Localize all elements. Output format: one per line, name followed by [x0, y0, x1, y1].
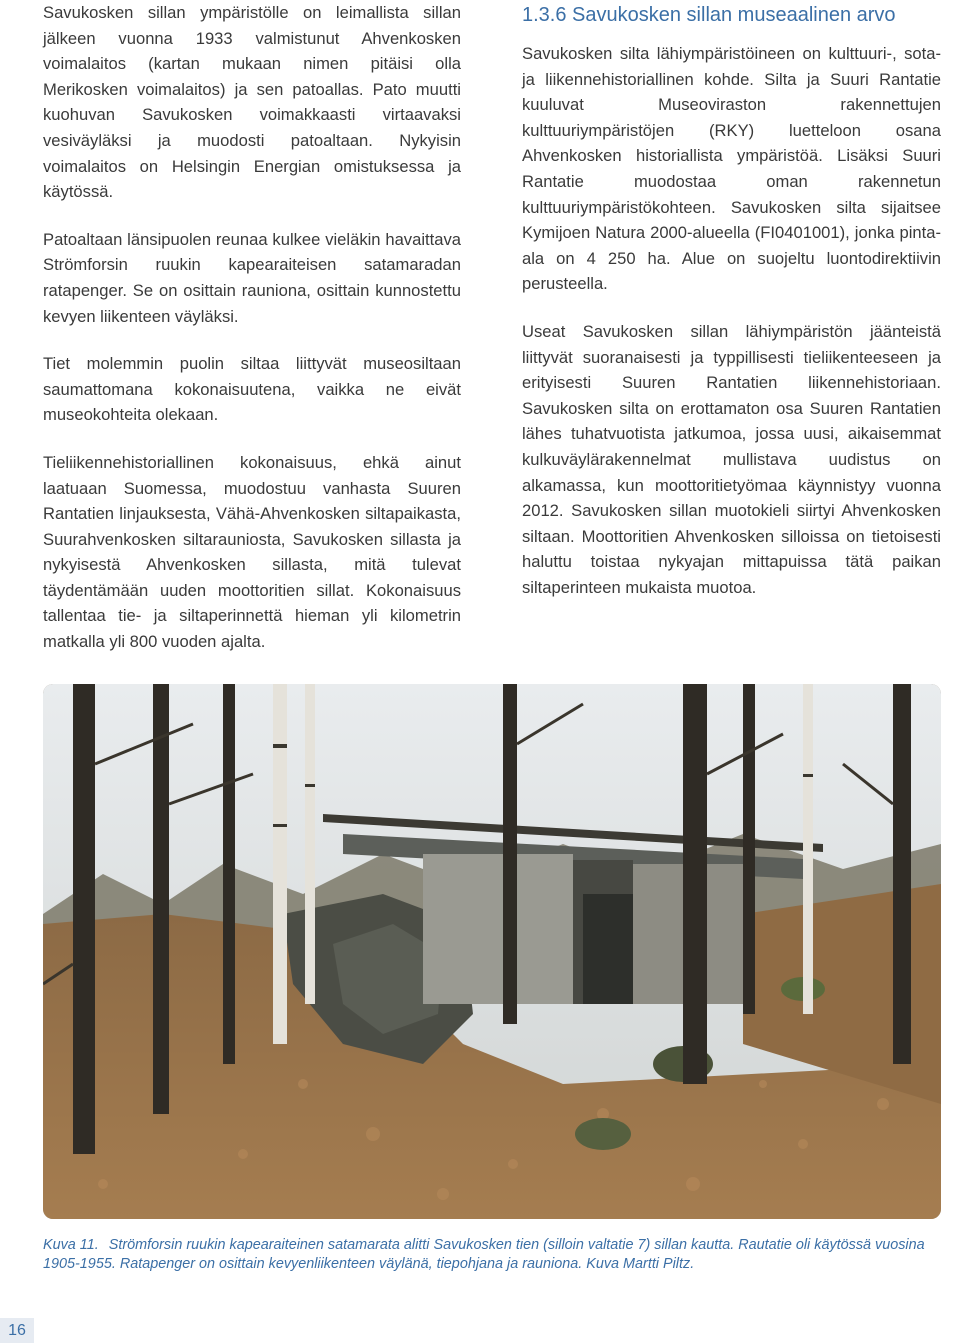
bridge-photo: [43, 684, 941, 1219]
paragraph: Savukosken sillan ympäristölle on leimallista sillan jälkeen vuonna 1933 valmistunut Ahvenkosken voimalaitos (kartan mukaan nimen pitäisi olla Merikosken voimalaitos) ja sen patoallas. Pato muutti kuohuvan Savukosken voimakkaasti virtaavaksi vesiväyläksi ja muodosti patoaltaan. Nykyisin voimalaitos on Helsingin Energian omistuksessa ja käytössä.: [43, 3, 461, 202]
paragraph: Tieliikennehistoriallinen kokonaisuus, ehkä ainut laatuaan Suomessa, muodostuu vanhasta Suuren Rantatien linjauksesta, Vähä-Ahvenkosken siltapaikasta, Suurahvenkosken siltarauniosta, Savukosken sillasta ja nykyisestä Ahvenkosken sillasta, mitä tulevat täydentämään uuden moottoritien sillat. Kokonaisuus tallentaa tie- ja siltaperinnettä hieman yli kilometrin matkalla yli 800 vuoden ajalta.: [43, 452, 461, 652]
paragraph: Patoaltaan länsipuolen reunaa kulkee vieläkin havaittava Strömforsin ruukin kapearaiteisen satamaradan ratapenger. Se on osittain rauniona, osittain kunnostettu kevyen liikenteen väyläksi.: [43, 229, 461, 326]
left-column: [43, 0, 461, 677]
paragraph: Tiet molemmin puolin siltaa liittyvät museosiltaan saumattomana kokonaisuutena, vaikka ne eivät museokohteita olekaan.: [43, 354, 461, 425]
figure-caption: [43, 1236, 943, 1274]
paragraph: Useat Savukosken sillan lähiympäristön jäänteistä liittyvät suoranaisesti ja typpillisesti tieliikenteeseen ja erityisesti Suuren Rantatien liikennehistoriaan. Savukosken silta on erottamaton osa Suuren Rantatien lähes tuhatvuotista jatkumoa, jossa uusi, aikaisemmat kulkuväylärakennelmat mullistava uudistus on alkamassa, kun moottoritietyömaa käynnistyy vuonna 2012. Savukosken sillan muotokieli siirtyi Ahvenkosken siltaan. Moottoritien Ahvenkosken silloissa on tietoisesti haluttu toistaa nykyajan mittapuissa tätä paikan siltaperinteen mukaista muotoa.: [522, 321, 941, 597]
right-column: [522, 0, 941, 622]
figure-label: Kuva 11.: [43, 1237, 99, 1253]
section-heading: 1.3.6 Savukosken sillan museaalinen arvo: [522, 4, 896, 26]
paragraph: Savukosken silta lähiympäristöineen on kulttuuri-, sota- ja liikennehistoriallinen kohde. Silta ja Suuri Rantatie kuuluvat Museoviraston rakennettujen kulttuuriympäristöjen (RKY) luetteloon osana Ahvenkosken historiallista ympäristöä. Lisäksi Suuri Rantatie muodostaa oman rakennetun kulttuuriympäristökohteen. Savukosken silta sijaitsee Kymijoen Natura 2000-alueella (FI0401001), jonka pinta-ala on 4 250 ha. Alue on suojeltu luontodirektiivin perusteella.: [522, 44, 941, 294]
forest-bridge-illustration: [43, 684, 941, 1219]
figure-caption-text: Strömforsin ruukin kapearaiteinen satamarata alitti Savukosken tien (silloin valtatie 7) sillan kautta. Rautatie oli käytössä vuosina 1905-1955. Ratapenger on osittain kevyenliikenteen väylänä, tiepohjana ja rauniona. Kuva Martti Piltz.: [43, 1237, 925, 1272]
page-number: 16: [0, 1318, 34, 1343]
